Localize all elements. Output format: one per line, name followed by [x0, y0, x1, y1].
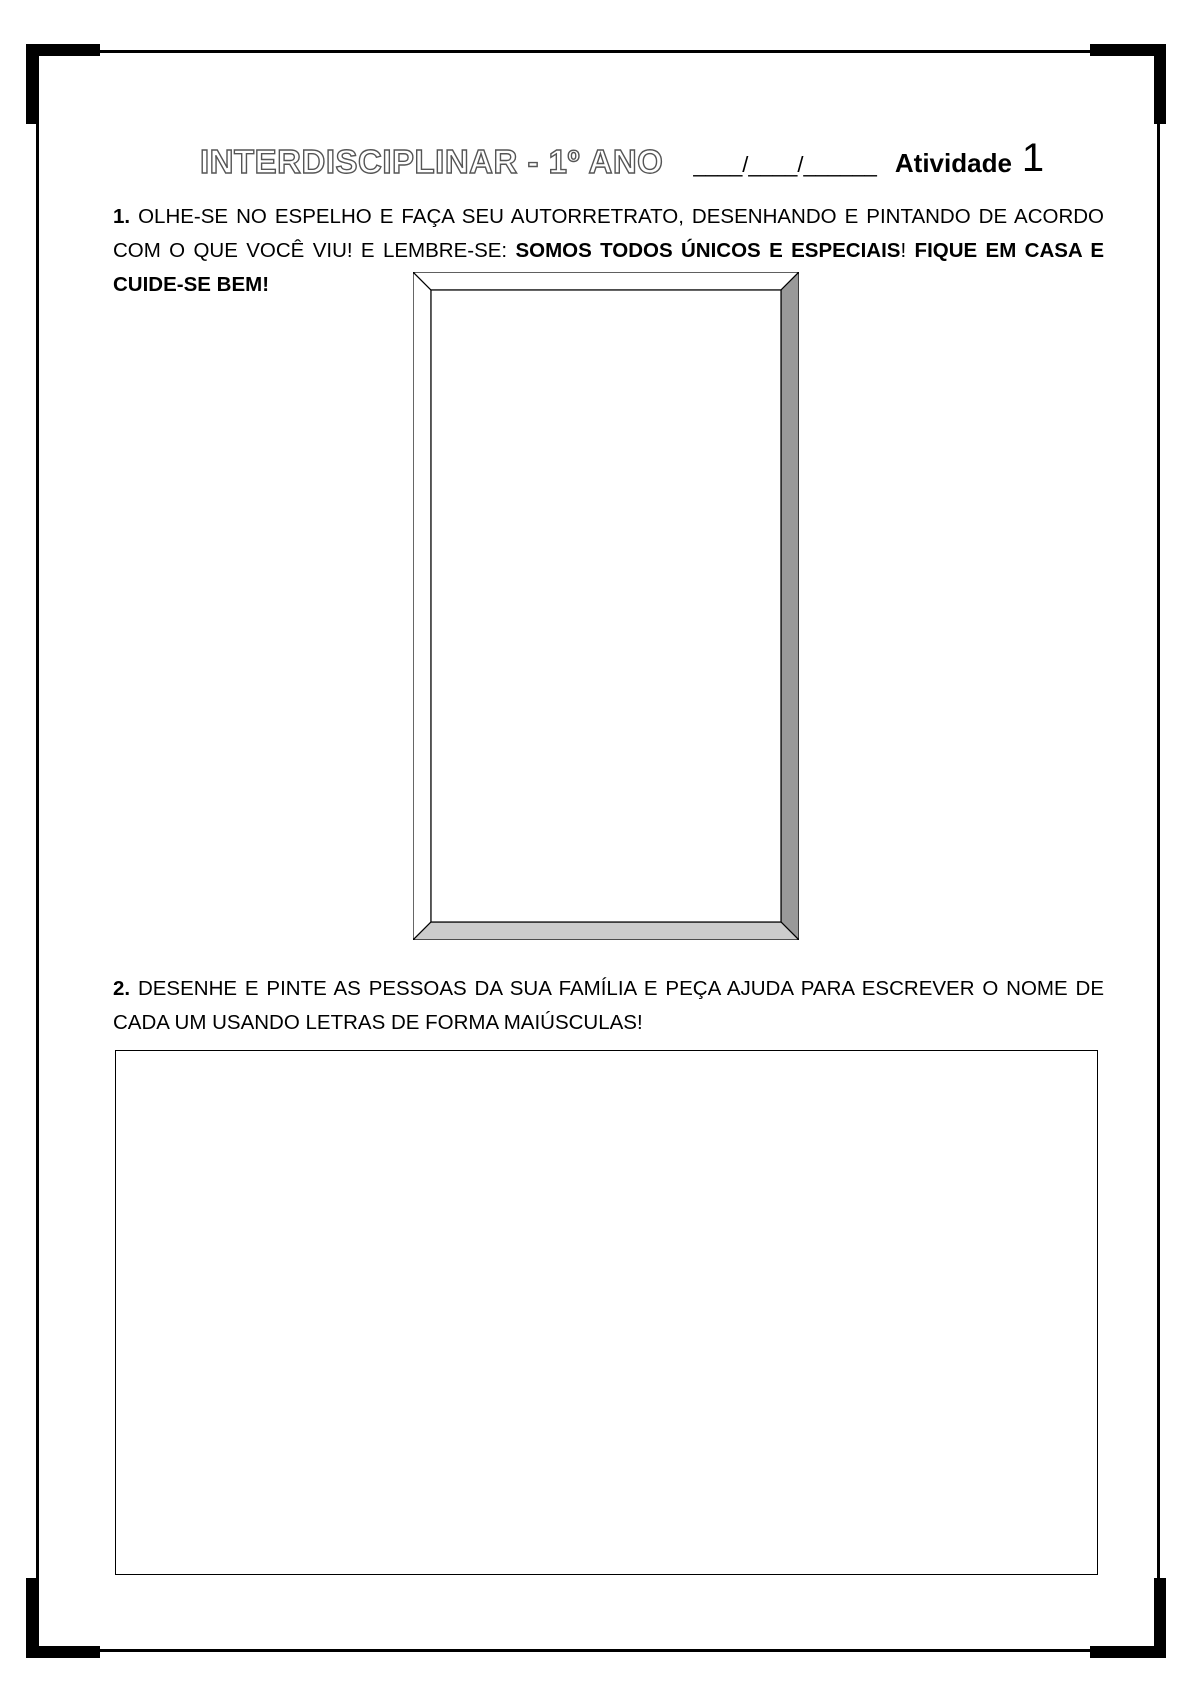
- mirror-drawing-area: [431, 290, 781, 922]
- mirror-bevel-right: [781, 272, 799, 940]
- question-2: [113, 972, 1104, 1040]
- corner-top-left: [26, 44, 38, 124]
- mirror-frame: [413, 272, 799, 940]
- activity-number: 1: [1021, 136, 1045, 180]
- question-emphasis: FIQUE EM CASA E CUIDE-SE BEM!: [113, 239, 1104, 296]
- question-text: OLHE-SE NO ESPELHO E FAÇA SEU AUTORRETRATO, DESENHANDO E PINTANDO DE ACORDO COM O QUE VOCÊ VIU! E LEMBRE-SE:: [113, 205, 1104, 262]
- activity-label: Atividade: [894, 148, 1012, 178]
- subject-title: INTERDISCIPLINAR - 1º ANO: [200, 143, 664, 180]
- corner-bottom-left: [26, 1578, 38, 1658]
- mirror-bevel-top: [413, 272, 799, 290]
- mirror-bevel-left: [413, 272, 431, 940]
- corner-bottom-right: [1154, 1578, 1166, 1658]
- question-text: DESENHE E PINTE AS PESSOAS DA SUA FAMÍLIA E PEÇA AJUDA PARA ESCREVER O NOME DE CADA UM USANDO LETRAS DE FORMA MAIÚSCULAS!: [113, 977, 1104, 1034]
- corner-top-right: [1154, 44, 1166, 124]
- question-emphasis: SOMOS TODOS ÚNICOS E ESPECIAIS: [515, 239, 901, 262]
- question-number: 1.: [113, 205, 131, 228]
- worksheet-header: [200, 118, 1110, 178]
- question-text: !: [900, 239, 915, 262]
- question-number: 2.: [113, 977, 131, 1000]
- mirror-frame-drawing: [413, 272, 799, 940]
- date-field: ____/____/______: [693, 152, 877, 177]
- family-drawing-box: [115, 1050, 1098, 1575]
- mirror-bevel-bottom: [413, 922, 799, 940]
